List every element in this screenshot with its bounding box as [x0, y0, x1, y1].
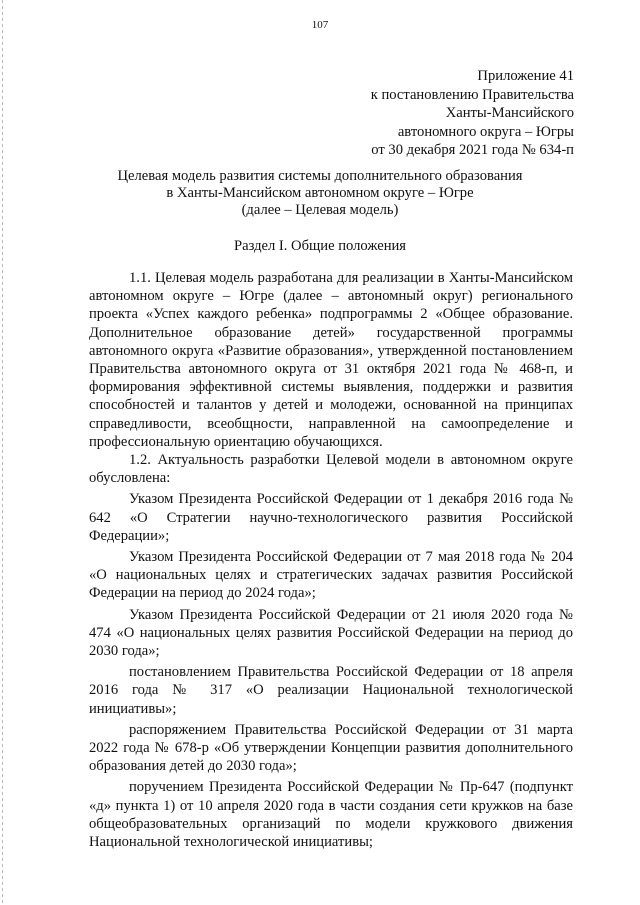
- paragraph: Указом Президента Российской Федерации от 1 декабря 2016 года № 642 «О Стратегии научно-технологического развития Российской Федерации»;: [89, 491, 573, 544]
- title-line: Целевая модель развития системы дополнительного образования: [117, 168, 523, 184]
- paragraph: Указом Президента Российской Федерации от 21 июля 2020 года № 474 «О национальных целях развития Российской Федерации на период до 2030 года»;: [89, 606, 573, 660]
- title-line: в Ханты-Мансийском автономном округе – Югре: [166, 185, 474, 201]
- paragraph: поручением Президента Российской Федерации № Пр-647 (подпункт «д» пункта 1) от 10 апреля 2020 года в части создания сети кружков на базе общеобразовательных организаций по модели кружкового движения Национальной технологической инициативы;: [89, 779, 573, 851]
- appendix-line: Ханты-Мансийского: [445, 105, 574, 122]
- appendix-line: к постановлению Правительства: [370, 86, 574, 103]
- page-number: 107: [311, 19, 329, 31]
- paragraph: распоряжением Правительства Российской Федерации от 31 марта 2022 года № 678-р «Об утверждении Концепции развития дополнительного образования детей до 2030 года»;: [89, 721, 573, 775]
- paragraph: 1.2. Актуальность разработки Целевой модели в автономном округе обусловлена:: [89, 452, 573, 487]
- appendix-line: от 30 декабря 2021 года № 634-п: [371, 142, 574, 159]
- appendix-line: автономного округа – Югры: [397, 123, 574, 140]
- paragraph: Указом Президента Российской Федерации от 7 мая 2018 года № 204 «О национальных целях и стратегических задачах развития Российской Федерации на период до 2024 года»;: [89, 549, 573, 602]
- document-body: [89, 269, 573, 851]
- document-title: [0, 168, 640, 219]
- section-title: Раздел I. Общие положения: [233, 238, 407, 254]
- appendix-line: Приложение 41: [477, 68, 574, 84]
- paragraph: 1.1. Целевая модель разработана для реализации в Ханты-Мансийском автономном округе – Югре (далее – автономный округ) регионального проекта «Успех каждого ребенка» подпрограммы 2 «Общее образование. Дополнительное образование детей» государственной программы автономного округа «Развитие образования», утвержденной постановлением Правительства автономного округа от 31 октября 2021 года № 468-п, и формирования эффективной системы выявления, поддержки и развития способностей и талантов у детей и молодежи, основанной на принципах справедливости, всеобщности, направленной на самоопределение и профессиональную ориентацию обучающихся.: [89, 270, 573, 450]
- scan-edge-line: [2, 0, 3, 905]
- paragraph: постановлением Правительства Российской Федерации от 18 апреля 2016 года № 317 «О реализации Национальной технологической инициативы»;: [89, 664, 573, 717]
- title-line: (далее – Целевая модель): [241, 202, 399, 218]
- appendix-block: [371, 67, 574, 160]
